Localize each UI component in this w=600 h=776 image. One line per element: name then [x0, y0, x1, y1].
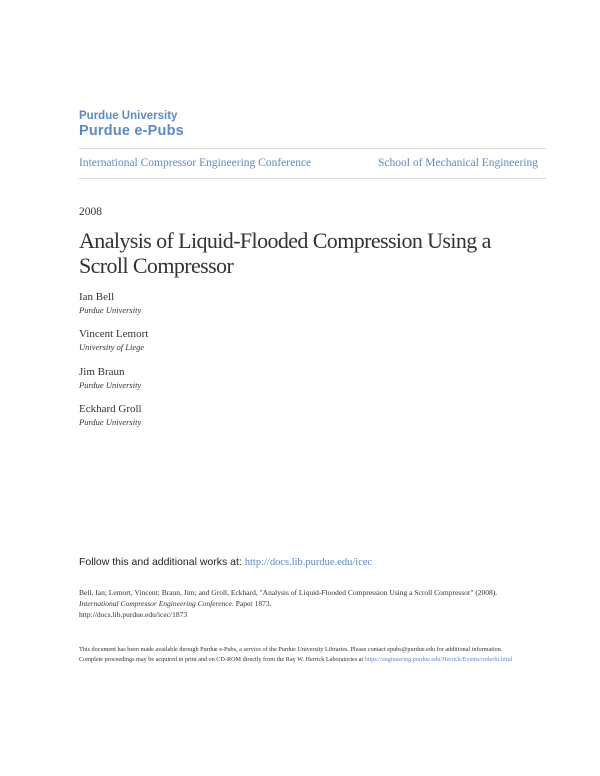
availability-notice [79, 645, 529, 665]
author-block [79, 402, 142, 428]
follow-line [79, 556, 372, 568]
author-name: Jim Braun [79, 366, 125, 378]
paper-title: Analysis of Liquid-Flooded Compression Using a Scroll Compressor [79, 228, 491, 278]
university-name[interactable]: Purdue University [79, 110, 178, 122]
author-affiliation: University of Liege [79, 342, 145, 352]
follow-link[interactable]: http://docs.lib.purdue.edu/icec [244, 557, 373, 568]
divider-top [79, 148, 546, 149]
citation-block [79, 587, 529, 620]
notice-line-2-text: Complete proceedings may be acquired in print and on CD-ROM directly from the Ray W. Herrick Laboratories at [79, 656, 364, 663]
author-affiliation: Purdue University [79, 305, 142, 315]
author-block [79, 290, 141, 316]
citation-authors-title: Bell, Ian; Lemort, Vincent; Braun, Jim; and Groll, Eckhard, "Analysis of Liquid-Flooded Compression Using a Scroll Compressor" (2008). [79, 588, 498, 597]
conference-series-link[interactable]: International Compressor Engineering Conference [79, 157, 312, 169]
author-name: Vincent Lemort [79, 328, 149, 340]
citation-paper-number: . Paper 1873. [231, 599, 272, 608]
notice-line-1: This document has been made available through Purdue e-Pubs, a service of the Purdue University Libraries. Please contact epubs@purdue.edu for additional information. [79, 646, 503, 653]
herrick-link[interactable]: https://engineering.purdue.edu/Herrick/Events/orderlit.html [364, 656, 513, 663]
repository-header [79, 110, 184, 139]
notice-line-2 [79, 655, 529, 665]
school-link[interactable]: School of Mechanical Engineering [378, 157, 538, 169]
citation-venue: International Compressor Engineering Conference [79, 599, 232, 608]
author-name: Eckhard Groll [79, 403, 142, 415]
divider-bottom [79, 178, 546, 179]
publication-year: 2008 [79, 206, 102, 218]
follow-label: Follow this and additional works at: [79, 556, 242, 568]
citation-url[interactable]: http://docs.lib.purdue.edu/icec/1873 [79, 610, 188, 619]
author-name: Ian Bell [79, 291, 115, 303]
author-block [79, 365, 141, 391]
author-affiliation: Purdue University [79, 417, 142, 427]
author-block [79, 327, 148, 353]
author-affiliation: Purdue University [79, 380, 142, 390]
repository-name[interactable]: Purdue e-Pubs [79, 123, 184, 139]
